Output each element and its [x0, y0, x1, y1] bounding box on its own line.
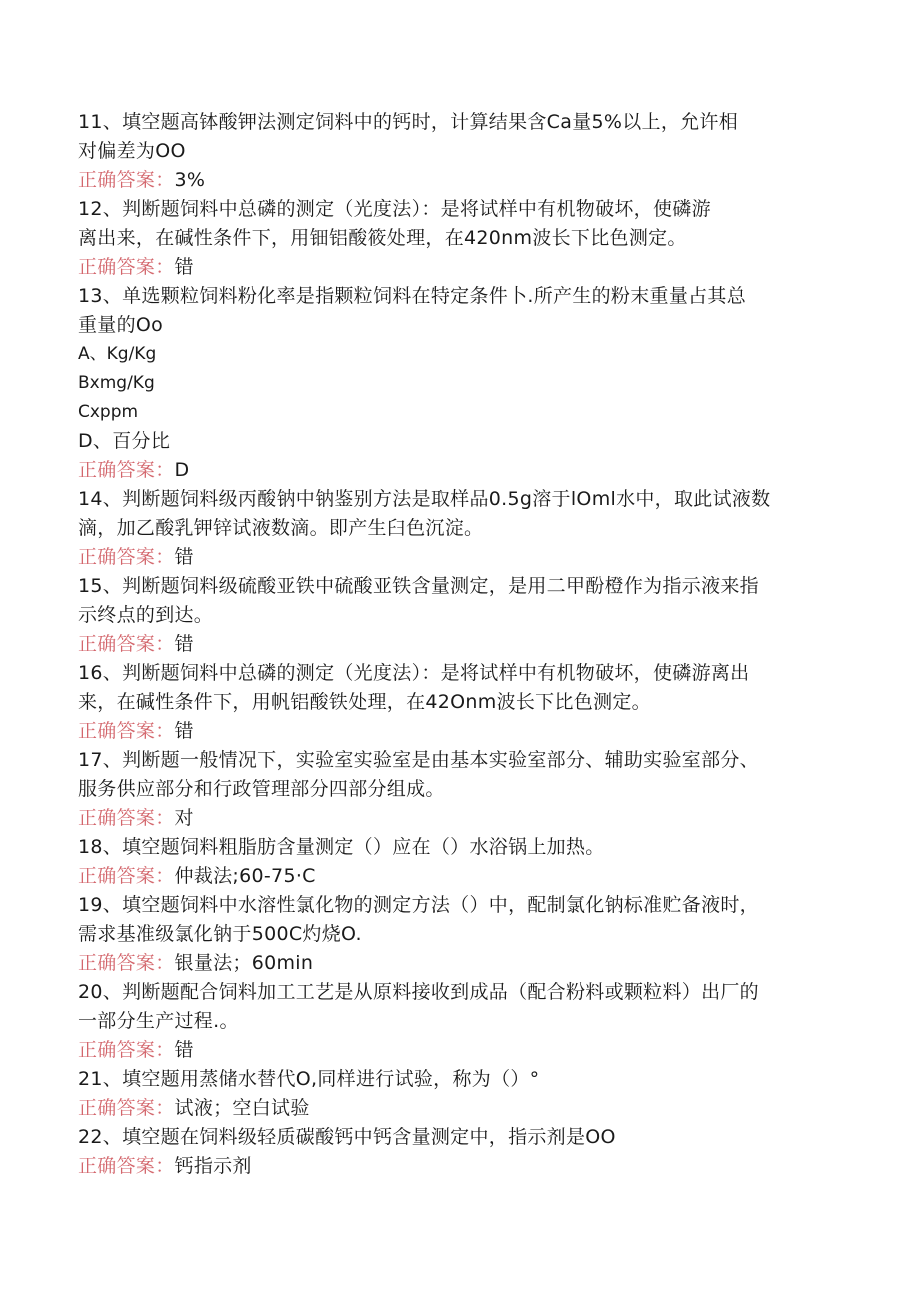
document-page	[78, 108, 848, 1181]
answer-13	[78, 456, 848, 485]
question-19-line-2: 需求基准级氯化钠于500C灼烧O.	[78, 923, 362, 945]
answer-value: 错	[174, 633, 194, 655]
question-19-line-1: 19、填空题饲料中水溶性氯化物的测定方法（）中，配制氯化钠标准贮备液时，	[78, 894, 759, 916]
answer-label: 正确答案：	[78, 1097, 175, 1119]
answer-value: 错	[174, 1039, 194, 1061]
question-17-line-1: 17、判断题一般情况下，实验室实验室是由基本实验室部分、辅助实验室部分、	[78, 749, 759, 771]
question-20-line-1: 20、判断题配合饲料加工工艺是从原料接收到成品（配合粉料或颗粒料）出厂的	[78, 981, 759, 1003]
answer-value: 试液；空白试验	[174, 1097, 310, 1119]
answer-label: 正确答案：	[78, 256, 175, 278]
answer-value: 银量法；60min	[174, 952, 314, 974]
question-12-line-2: 离出来，在碱性条件下，用钿铝酸筱处理，在420nm波长下比色测定。	[78, 227, 687, 249]
answer-value: 错	[174, 720, 194, 742]
answer-label: 正确答案：	[78, 865, 175, 887]
answer-value: 钙指示剂	[174, 1155, 252, 1177]
answer-14	[78, 543, 848, 572]
option-c: Cxppm	[78, 402, 139, 422]
question-12-line-1: 12、判断题饲料中总磷的测定（光度法）：是将试样中有机物破坏，使磷游	[78, 198, 711, 220]
answer-15	[78, 630, 848, 659]
answer-value: 错	[174, 256, 194, 278]
option-b: Bxmg/Kg	[78, 373, 155, 393]
answer-label: 正确答案：	[78, 169, 175, 191]
answer-label: 正确答案：	[78, 633, 175, 655]
answer-12	[78, 253, 848, 282]
question-11-line-2: 对偏差为OO	[78, 140, 186, 162]
question-20-line-2: 一部分生产过程.。	[78, 1010, 239, 1032]
answer-label: 正确答案：	[78, 720, 175, 742]
answer-label: 正确答案：	[78, 459, 175, 481]
answer-label: 正确答案：	[78, 1039, 175, 1061]
answer-label: 正确答案：	[78, 546, 175, 568]
question-14-line-1: 14、判断题饲料级丙酸钠中钠鉴别方法是取样品0.5g溶于lOml水中，取此试液数	[78, 488, 771, 510]
answer-19	[78, 949, 848, 978]
question-22-line-1: 22、填空题在饲料级轻质碳酸钙中钙含量测定中，指示剂是OO	[78, 1126, 616, 1148]
question-11-line-1: 11、填空题高钵酸钾法测定饲料中的钙时，计算结果含Ca量5%以上，允许相	[78, 111, 739, 133]
question-16-line-2: 来，在碱性条件下，用帆铝酸铁处理，在42Onm波长下比色测定。	[78, 691, 651, 713]
answer-value: 仲裁法;60-75·C	[174, 865, 316, 887]
answer-16	[78, 717, 848, 746]
answer-value: D	[174, 459, 190, 481]
question-21-line-1: 21、填空题用蒸储水替代O,同样进行试验，称为（）°	[78, 1068, 540, 1090]
answer-label: 正确答案：	[78, 1155, 175, 1177]
answer-value: 对	[174, 807, 194, 829]
answer-21	[78, 1094, 848, 1123]
answer-label: 正确答案：	[78, 807, 175, 829]
question-17-line-2: 服务供应部分和行政管理部分四部分组成。	[78, 778, 445, 800]
answer-22	[78, 1152, 848, 1181]
question-14-line-2: 滴，加乙酸乳钾锌试液数滴。即产生臼色沉淀。	[78, 517, 484, 539]
answer-17	[78, 804, 848, 833]
option-a: A、Kg/Kg	[78, 344, 157, 364]
question-15-line-1: 15、判断题饲料级硫酸亚铁中硫酸亚铁含量测定，是用二甲酚橙作为指示液来指	[78, 575, 759, 597]
answer-20	[78, 1036, 848, 1065]
answer-18	[78, 862, 848, 891]
option-d: D、百分比	[78, 430, 171, 452]
question-15-line-2: 示终点的到达。	[78, 604, 214, 626]
question-13-line-2: 重量的Oo	[78, 314, 164, 336]
answer-value: 3%	[174, 169, 206, 191]
question-16-line-1: 16、判断题饲料中总磷的测定（光度法）：是将试样中有机物破坏，使磷游离出	[78, 662, 750, 684]
question-13-line-1: 13、单选颗粒饲料粉化率是指颗粒饲料在特定条件卜.所产生的粉末重量占其总	[78, 285, 747, 307]
answer-value: 错	[174, 546, 194, 568]
answer-label: 正确答案：	[78, 952, 175, 974]
question-18-line-1: 18、填空题饲料粗脂肪含量测定（）应在（）水浴锅上加热。	[78, 836, 605, 858]
answer-11	[78, 166, 848, 195]
